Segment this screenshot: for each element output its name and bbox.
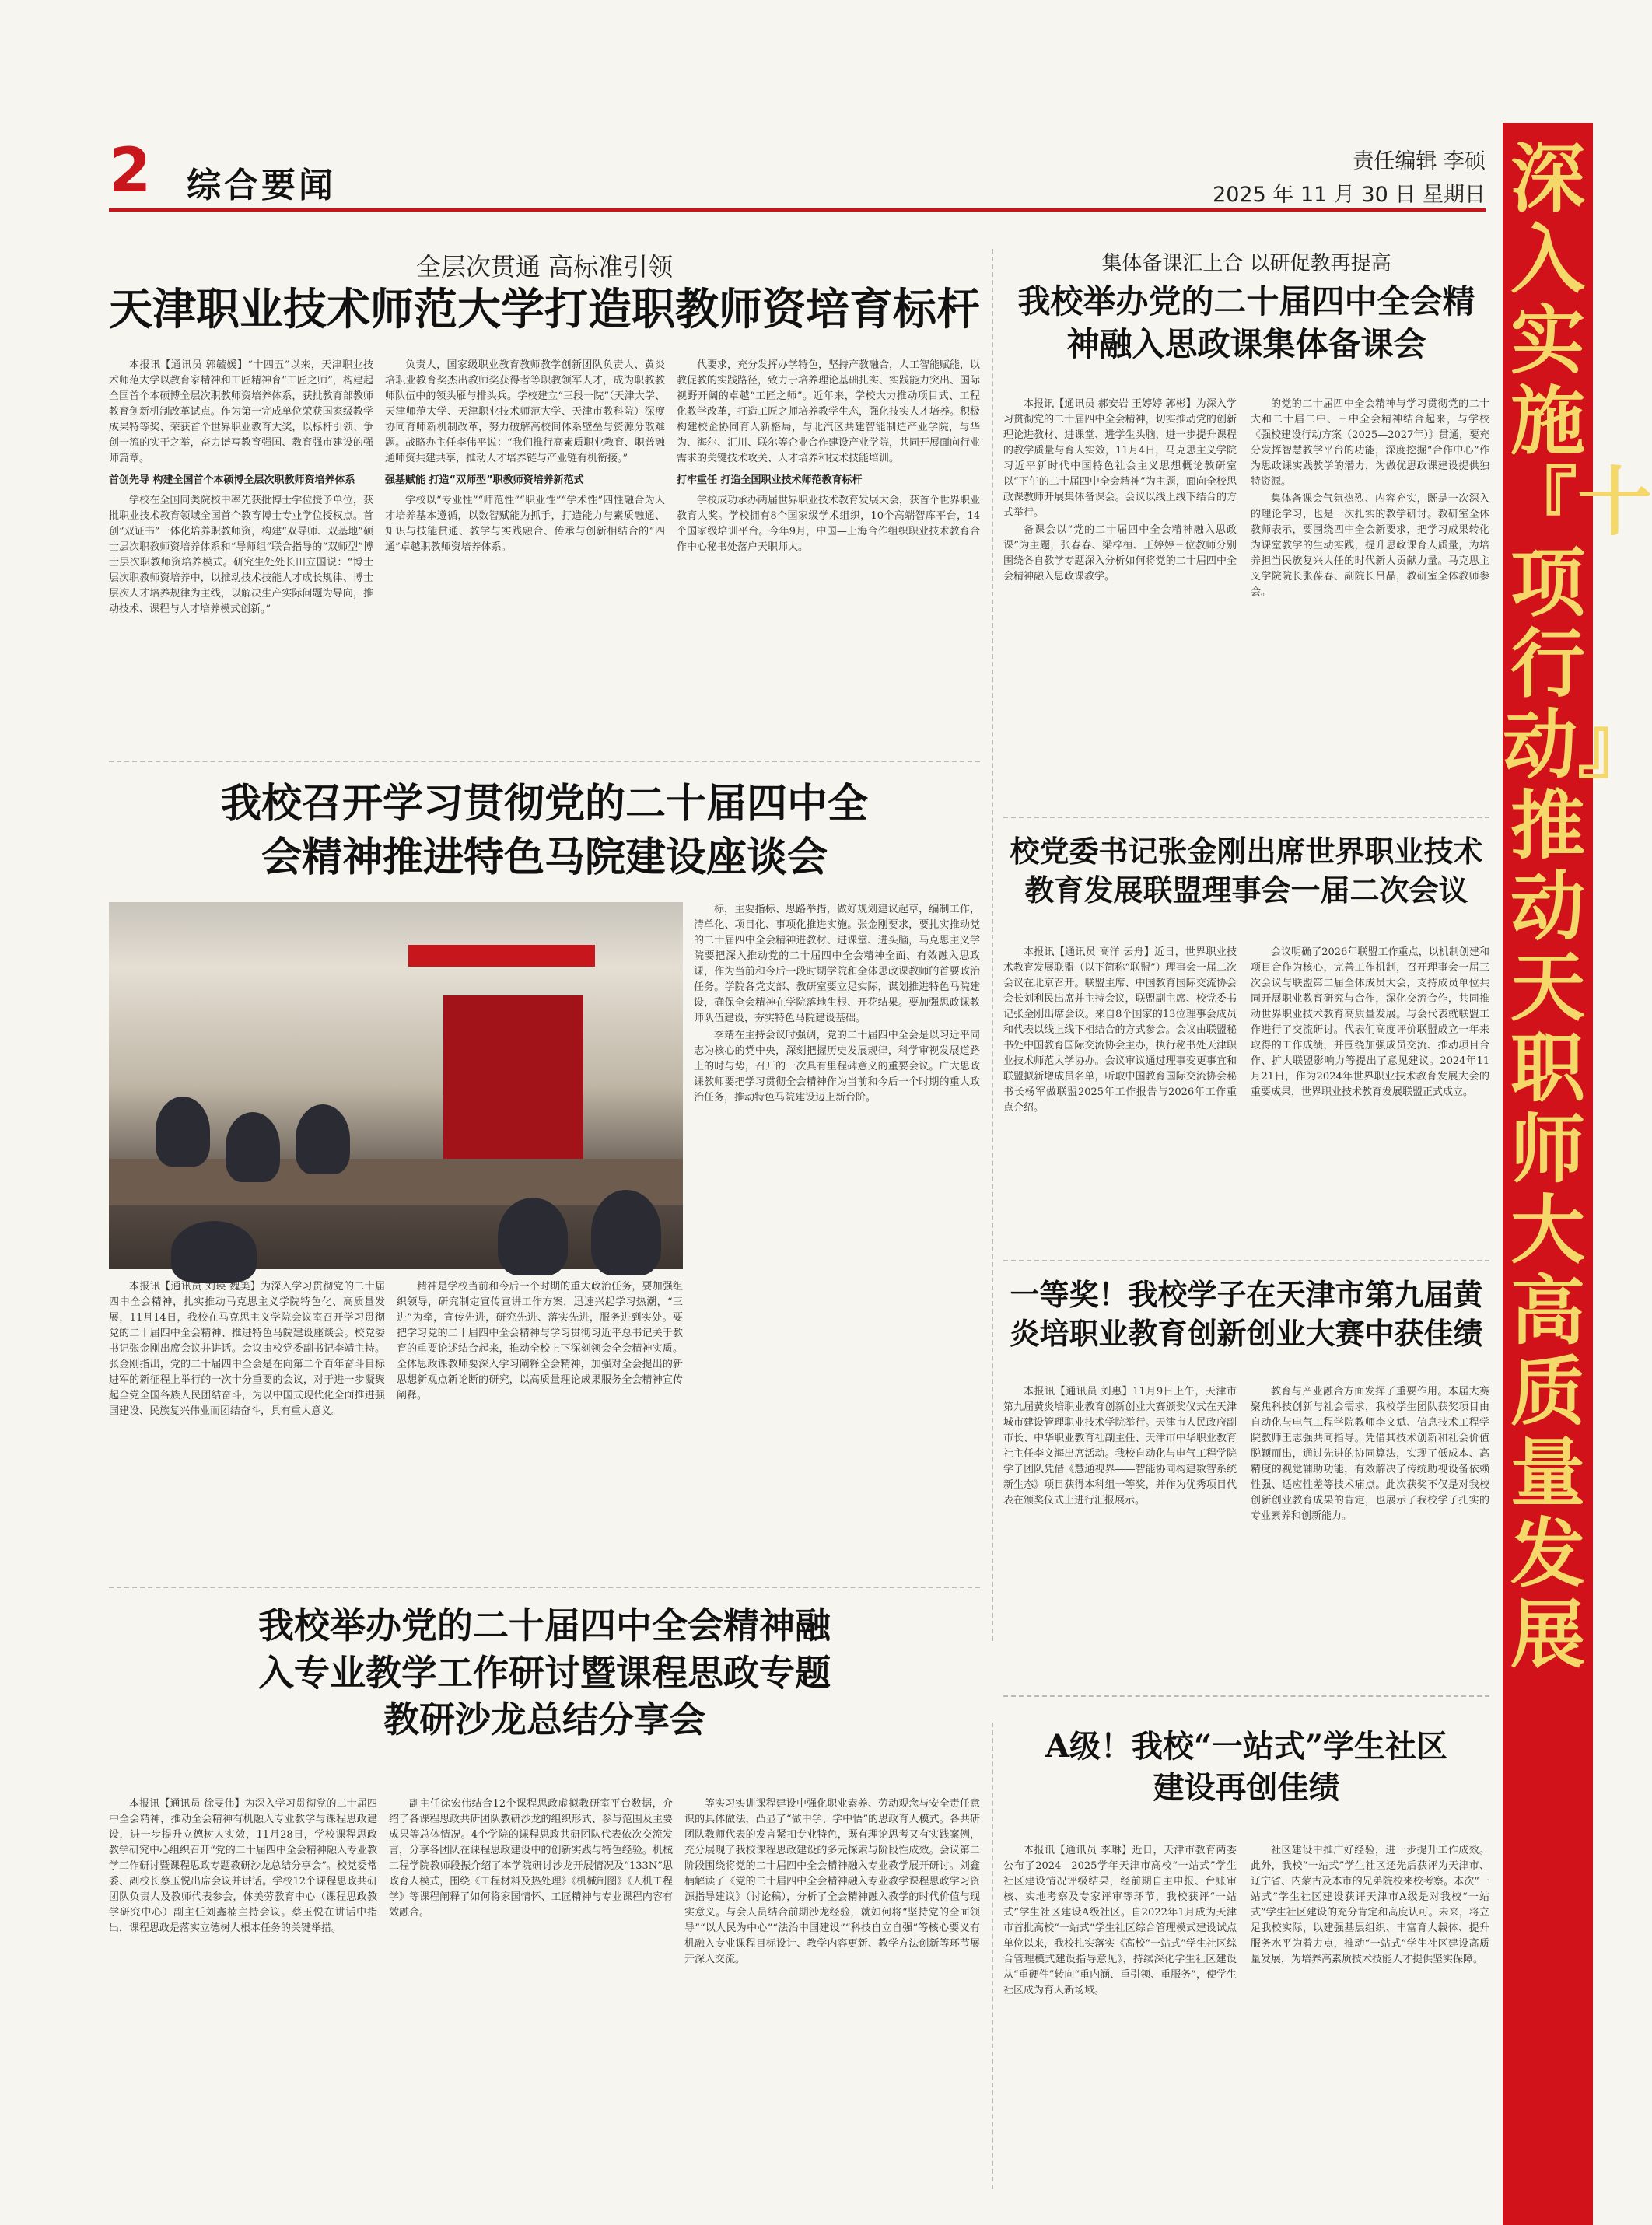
article-body xyxy=(1251,397,1489,801)
column-divider xyxy=(992,249,993,1641)
editor-credit: 责任编辑 李硕 xyxy=(1353,149,1486,173)
paragraph: 会议明确了2026年联盟工作重点，以机制创建和项目合作为核心，完善工作机制，召开理事会一届三次会议与联盟第二届全体成员大会，支持成员单位共同开展职业教育研究与合作，深化交流合作，共同推动世界职业技术教育高质量发展。与会代表就联盟工作进行了交流研讨。代表们高度评价联盟成立一年来取得的工作成绩，并围绕加强成员交流、推动项目合作、扩大联盟影响力等提出了意见建议。2024年11月21日，作为2024年世界职业技术教育发展大会的重要成果，世界职业技术教育发展联盟正式成立。 xyxy=(1251,946,1489,1098)
paragraph: 负责人，国家级职业教育教师教学创新团队负责人、黄炎培职业教育奖杰出教师奖获得者等职教领军人才，成为职教教师队伍中的领头雁与排头兵。学校建立“三段一院”（天津大学、天津师范大学、天津职业技术师范大学、天津市教科院）深度协同育师新机制改革，努力破解高校间体系壁垒与资源分散难题。战略办主任李伟平说：“我们推行高素质职业教育、职普融通师资共建共享，推动人才培养链与产业链有机衔接。” xyxy=(385,359,665,464)
article-body xyxy=(1251,1843,1489,2209)
section-name: 综合要闻 xyxy=(187,166,336,205)
paragraph: 李靖在主持会议时强调，党的二十届四中全会是以习近平同志为核心的党中央，深刻把握历史发展规律，科学审视发展道路上的时与势，召开的一次具有里程碑意义的重要会议。广大思政课教师要把学习贯彻全会精神作为当前和今后一个时期的重大政治任务，推动特色马院建设迈上新台阶。 xyxy=(694,1030,980,1104)
subheading: 首创先导 构建全国首个本硕博全层次职教师资培养体系 xyxy=(109,474,355,486)
article-headline: A级！我校“一站式”学生社区建设再创佳绩 xyxy=(1045,1728,1448,1806)
paragraph: 学校成功承办两届世界职业技术教育发展大会，获首个世界职业教育大奖。学校拥有8个国家级学术组织，10个高端智库平台，14个国家级培训平台。今年9月，中国—上海合作组织职业技术教育合作中心秘书处落户天职师大。 xyxy=(677,495,981,553)
paragraph: 教育与产业融合方面发挥了重要作用。本届大赛聚焦科技创新与社会需求，我校学生团队获奖项目由自动化与电气工程学院教师李文斌、信息技术工程学院教师王志强共同指导。凭借其技术创新和社会价值脱颖而出，通过先进的协同算法，实现了低成本、高精度的视觉辅助功能，有效解决了传统助视设备依赖性强、适应性差等技术痛点。此次获奖不仅是对我校创新创业教育成果的肯定，也展示了我校学子扎实的专业素养和创新能力。 xyxy=(1251,1386,1489,1522)
row-divider xyxy=(109,761,980,762)
column-divider xyxy=(992,1723,993,2189)
article-headline: 我校召开学习贯彻党的二十届四中全会精神推进特色马院建设座谈会 xyxy=(220,780,868,881)
article-kicker: 集体备课汇上合 以研促教再提高 xyxy=(1101,252,1391,275)
header-rule xyxy=(109,208,1486,212)
article-body xyxy=(109,1279,385,1575)
article-body xyxy=(385,358,665,747)
masthead xyxy=(109,136,1486,210)
article-body xyxy=(677,358,980,747)
article-body xyxy=(109,358,373,747)
photo-person xyxy=(156,1097,210,1167)
subheading: 打牢重任 打造全国职业技术师范教育标杆 xyxy=(677,474,863,486)
photo-person xyxy=(591,1190,661,1275)
paragraph: 本报讯【通讯员 徐雯伟】为深入学习贯彻党的二十届四中全会精神，推动全会精神有机融入专业教学与课程思政建设，进一步提升立德树人实效，11月28日，学校课程思政教学研究中心组织召开“党的二十届四中全会精神融入专业教学工作研讨暨课程思政专题教研沙龙总结分享会”。校党委常委、副校长蔡玉悦出席会议并讲话。学校12个课程思政共研团队负责人及教师代表参会，体美劳教育中心（课程思政教学研究中心）副主任刘鑫楠主持会议。蔡玉悦在讲话中指出，课程思政是落实立德树人根本任务的关键举措。 xyxy=(109,1798,377,1934)
article-headline: 天津职业技术师范大学打造职教师资培育标杆 xyxy=(109,284,980,335)
paragraph: 本报讯【通讯员 刘瑛 魏美】为深入学习贯彻党的二十届四中全会精神，扎实推动马克思主义学院特色化、高质量发展，11月14日，我校在马克思主义学院会议室召开学习贯彻党的二十届四中全会精神、推进特色马院建设座谈会。校党委书记张金刚出席会议并讲话。会议由校党委副书记李靖主持。张金刚指出，党的二十届四中全会是在向第二个百年奋斗目标进军的新征程上举行的一次十分重要的会议，对于进一步凝聚起全党全国各族人民团结奋斗，为以中国式现代化全面推进强国建设、民族复兴伟业而团结奋斗，具有重大意义。 xyxy=(109,1281,385,1417)
paragraph: 本报讯【通讯员 刘惠】11月9日上午，天津市第九届黄炎培职业教育创新创业大赛颁奖仪式在天津城市建设管理职业技术学院举行。天津市人民政府副市长、中华职业教育社副主任、天津市中华职业教育社主任李文海出席活动。我校自动化与电气工程学院学子团队凭借《慧通视界——智能协同构建数智系统新生态》项目获得本科组一等奖，并作为优秀项目代表在颁奖仪式上进行汇报展示。 xyxy=(1003,1386,1237,1506)
page-number: 2 xyxy=(109,136,152,206)
photo-screen xyxy=(443,995,583,1159)
paragraph: 标，主要指标、思路举措，做好规划建议起草，编制工作，清单化、项目化、事项化推进实施。张金刚要求，要扎实推动党的二十届四中全会精神进教材、进课堂、进头脑，马克思主义学院要把深入推动党的二十届四中全会精神全面、有效融入思政课，作为当前和今后一段时期学院和全体思政课教师的首要政治任务。学院各党支部、教研室要立足实际，谋划推进特色马院建设，确保全会精神在学院落地生根、开花结果。要加强思政课教师队伍建设，夯实特色马院建设基础。 xyxy=(694,904,980,1024)
article-body xyxy=(1003,1384,1237,1680)
subheading: 强基赋能 打造“双师型”职教师资培养新范式 xyxy=(385,474,584,486)
article-kicker: 全层次贯通 高标准引领 xyxy=(415,252,674,282)
paragraph: 等实习实训课程建设中强化职业素养、劳动观念与安全责任意识的具体做法，凸显了“做中学、学中悟”的思政育人模式。各共研团队教师代表的发言紧扣专业特色，既有理论思考又有实践案例，充分展现了我校课程思政建设的多元探索与阶段性成效。会议第二阶段围绕将党的二十届四中全会精神融入专业教学展开研讨。刘鑫楠解读了《党的二十届四中全会精神融入专业教学课程思政学习资源指导建议》（讨论稿），分析了全会精神融入教学的时代价值与现实意义。与会人员结合前期沙龙经验，就如何将“坚持党的全面领导”“以人民为中心”“法治中国建设”“科技自立自强”等核心要义有机融入专业课程目标设计、教学内容更新、教学方法创新等环节展开深入交流。 xyxy=(684,1798,980,1965)
photo-person xyxy=(171,1221,257,1283)
row-divider xyxy=(1003,1695,1489,1697)
photo-banner xyxy=(408,945,595,967)
article-body xyxy=(1003,1843,1237,2209)
paragraph: 的党的二十届四中全会精神与学习贯彻党的二十大和二十届二中、三中全会精神结合起来，与学校《强校建设行动方案（2025—2027年）》贯通，要充分发挥智慧教学平台的功能，深度挖掘“合作中心”作为思政课实践教学的潜力，为做优思政课建设提供独特资源。 xyxy=(1251,398,1489,488)
article-headline: 校党委书记张金刚出席世界职业技术教育发展联盟理事会一届二次会议 xyxy=(1010,834,1483,908)
paragraph: 本报讯【通讯员 郭毓媛】“十四五”以来，天津职业技术师范大学以教育家精神和工匠精神育“工匠之师”，构建起全国首个本硕博全层次职教师资培养体系，获批教育部教师教育创新机制改革试点。作为第一完成单位荣获国家级教学成果特等奖、荣获首个世界职业教育大奖，以标杆引领、争创一流的实干之举，奋力谱写教育强国、教育强市建设的强师篇章。 xyxy=(109,359,373,464)
paragraph: 本报讯【通讯员 高洋 云舟】近日，世界职业技术教育发展联盟（以下简称“联盟”）理事会一届二次会议在北京召开。联盟主席、中国教育国际交流协会会长刘利民出席并主持会议，联盟副主席、校党委书记张金刚出席会议。来自8个国家的13位理事会成员和代表以线上线下相结合的方式参会。会议由联盟秘书处中国教育国际交流协会主办，执行秘书处天津职业技术师范大学协办。会议审议通过理事变更事宜和联盟拟新增成员名单，听取中国教育国际交流协会秘书长杨军做联盟2025年工作报告与2026年工作重点介绍。 xyxy=(1003,946,1237,1114)
article-headline: 我校举办党的二十届四中全会精神融入思政课集体备课会 xyxy=(1017,282,1475,364)
photo-person xyxy=(226,1112,280,1182)
article-body xyxy=(397,1279,683,1575)
photo-person xyxy=(498,1198,568,1275)
article-body xyxy=(684,1796,980,2209)
paragraph: 学校以“专业性”“师范性”“职业性”“学术性”四性融合为人才培养基本遵循，以数智赋能为抓手，打造能力与素质融通、知识与技能贯通、教学与实践融合、传承与创新相结合的“四通”卓越职教师资培养体系。 xyxy=(385,495,665,553)
side-banner-text: 深入实施『十项行动』 推动天职师大高质量发展 xyxy=(1503,135,1652,1678)
meeting-photo xyxy=(109,902,683,1269)
row-divider xyxy=(1003,817,1489,818)
paragraph: 本报讯【通讯员 李琳】近日，天津市教育两委公布了2024—2025学年天津市高校“一站式”学生社区建设情况评级结果，经前期自主申报、台账审核、实地考察及专家评审等环节，我校获评“一站式”学生社区建设A级社区。自2022年1月成为天津市首批高校“一站式”学生社区综合管理模式建设试点单位以来，我校扎实落实《高校“一站式”学生社区综合管理模式建设指导意见》，持续深化学生社区建设从“重硬件”转向“重内涵、重引领、重服务”，使学生社区成为育人新场域。 xyxy=(1003,1845,1237,1996)
article-headline: 我校举办党的二十届四中全会精神融入专业教学工作研讨暨课程思政专题教研沙龙总结分享会 xyxy=(258,1604,831,1741)
article-body xyxy=(1251,945,1489,1248)
article-body xyxy=(1003,397,1237,801)
paragraph: 本报讯【通讯员 郝安岩 王婷婷 郭彬】为深入学习贯彻党的二十届四中全会精神，切实推动党的创新理论进教材、进课堂、进学生头脑，进一步提升课程的教学质量与育人实效，11月4日，马克思主义学院习近平新时代中国特色社会主义思想概论教研室以“下午的二十届四中全会精神”为主题，面向全校思政课教师开展集体备课会。会议以线上线下结合的方式举行。 xyxy=(1003,398,1237,519)
article-body xyxy=(1003,945,1237,1248)
article-headline: 一等奖！我校学子在天津市第九届黄炎培职业教育创新创业大赛中获佳绩 xyxy=(1010,1277,1483,1352)
article-body xyxy=(389,1796,673,2209)
paragraph: 精神是学校当前和今后一个时期的重大政治任务，要加强组织领导，研究制定宣传宣讲工作方案，迅速兴起学习热潮，“三进”为牵，宣传先进，研究先进、落实先进，服务进到实处。要把学习党的二十届四中全会精神与学习贯彻习近平总书记关于教育的重要论述结合起来，推动全校上下深刻领会全会精神实质。全体思政课教师要深入学习阐释全会精神，加强对全会提出的新思想新观点新论断的研究，以高质量理论成果服务全会精神宣传阐释。 xyxy=(397,1281,683,1401)
article-body xyxy=(1251,1384,1489,1680)
article-body xyxy=(109,1796,377,2209)
paragraph: 代要求，充分发挥办学特色，坚持产教融合，人工智能赋能，以教促教的实践路径，致力于培养理论基础扎实、实践能力突出、国际视野开阔的卓越“工匠之师”。近年来，学校大力推动项目式、工程化教学改革，打造工匠之师培养教学生态，强化技实人才培养。积极构建校企协同育人新格局，与北汽区共建智能制造产业学院，与华为、海尔、汇川、联尔等企业合作建设产业学院，共同开展面向行业需求的关键技术攻关、人才培养和技术技能培训。 xyxy=(677,359,981,464)
paragraph: 集体备课会气氛热烈、内容充实，既是一次深入的理论学习，也是一次扎实的教学研讨。教研室全体教师表示，要围绕四中全会新要求，把学习成果转化为课堂教学的生动实践，提升思政课育人质量，为培养担当民族复兴大任的时代新人贡献力量。马克思主义学院院长张葆春、副院长吕晶，教研室全体教师参会。 xyxy=(1251,493,1489,598)
row-divider xyxy=(109,1587,980,1588)
side-banner xyxy=(1503,123,1652,2225)
paragraph: 副主任徐宏伟结合12个课程思政虚拟教研室平台数据，介绍了各课程思政共研团队教研沙龙的组织形式、参与范围及主要成果等总体情况。4个学院的课程思政共研团队代表依次交流发言，分享各团队在课程思政建设中的创新实践与特色经验。机械工程学院教师段振介绍了本学院研讨沙龙开展情况及“133N”思政育人模式，围绕《工程材料及热处理》《机械制图》《人机工程学》等课程阐释了如何将家国情怀、工匠精神与专业课程内容有效融合。 xyxy=(389,1798,673,1919)
paragraph: 学校在全国同类院校中率先获批博士学位授予单位，获批职业技术教育领域全国首个教育博士专业学位授权点。首创“双证书”一体化培养职教师资，构建“双导师、双基地”硕士层次职教师资培养体系和“导师组”联合指导的“双师型”博士层次职教师资培养模式。研究生处处长田立国说：“博士层次职教师资培养中，以推动技术技能人才成长规律、博士层次人才培养规律为主线，以解决生产实际问题为导向，推动技术、课程与人才培养模式创新。” xyxy=(109,495,373,615)
issue-date: 2025 年 11 月 30 日 星期日 xyxy=(1213,183,1486,207)
row-divider xyxy=(1003,1260,1489,1261)
paragraph: 备课会以“党的二十届四中全会精神融入思政课”为主题，张春春、梁梓桓、王婷婷三位教师分别围绕各自教学专题深入分析如何将党的二十届四中全会精神融入思政课教学。 xyxy=(1003,524,1237,582)
article-body xyxy=(694,902,980,1571)
paragraph: 社区建设中推广好经验，进一步提升工作成效。此外，我校“一站式”学生社区还先后获评为天津市、辽宁省、内蒙古及本市的兄弟院校来校考察。本次“一站式”学生社区建设获评天津市A级是对我校“一站式”学生社区建设的充分肯定和高度认可。未来，将立足我校实际，以建强基层组织、丰富育人载体、提升服务水平为着力点，推动“一站式”学生社区建设高质量发展，为培养高素质技术技能人才提供坚实保障。 xyxy=(1251,1845,1489,1965)
photo-person xyxy=(296,1104,350,1174)
